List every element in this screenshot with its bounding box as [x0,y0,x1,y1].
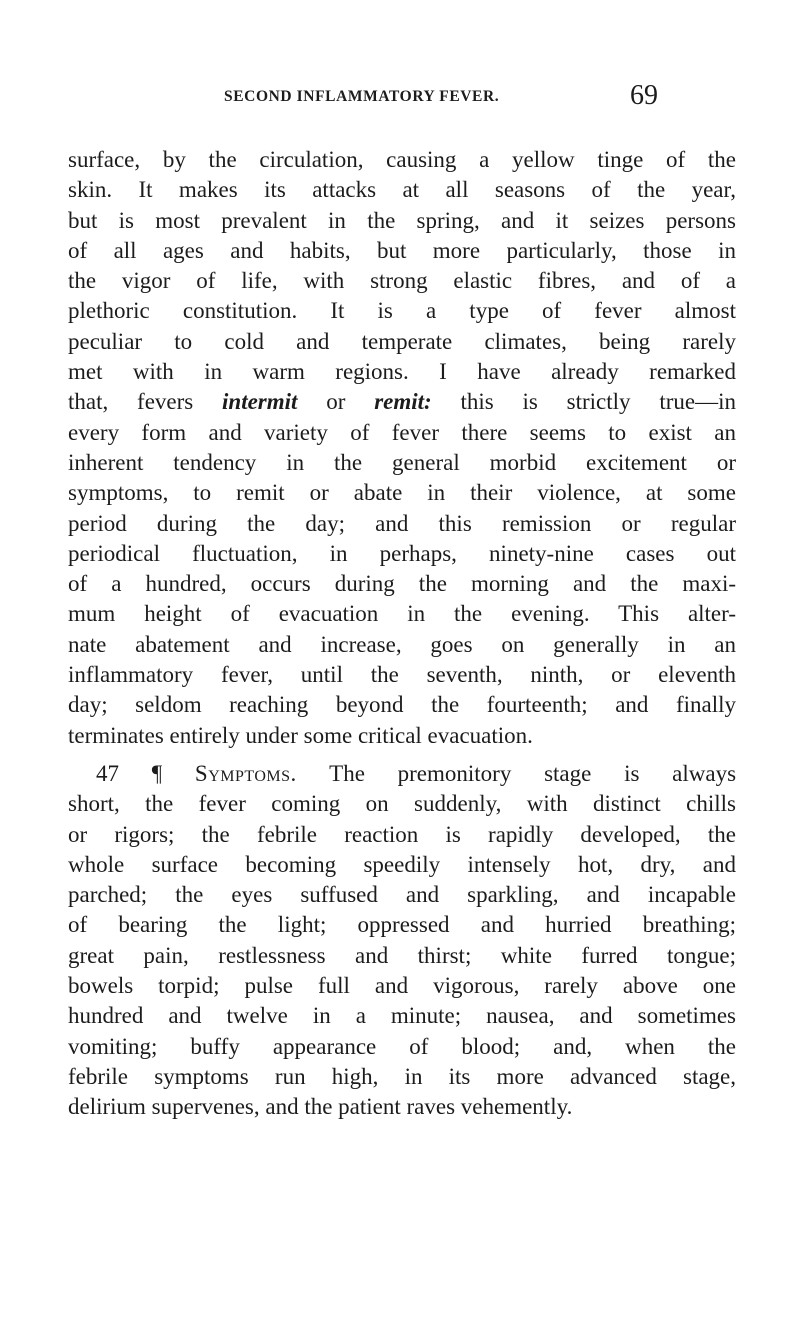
line-prefix: that, fevers [68,389,223,415]
text-line: plethoric constitution. It is a type of fever almost [68,298,736,324]
section-number: 47 ¶ [96,761,163,786]
text-line: whole surface becoming speedily intensely hot, dry, and [68,851,736,877]
page-number: 69 [630,80,658,111]
text-line: periodical fluctuation, in perhaps, ninety-nine cases out [68,540,736,566]
text-line: great pain, restlessness and thirst; white furred tongue; [68,942,736,968]
text-line: terminates entirely under some critical evacuation. [68,722,533,748]
section-heading-line [68,759,736,789]
paragraph-1 [68,145,736,751]
text-line: every form and variety of fever there seems to exist an [68,419,736,445]
line-mid: or [297,389,375,415]
text-line: inherent tendency in the general morbid excitement or [68,449,736,475]
running-head: SECOND INFLAMMATORY FEVER. [224,88,500,105]
text-line: mum height of evacuation in the evening. This alter- [68,601,736,627]
text-line: short, the fever coming on suddenly, with distinct chills [68,791,736,817]
text-line: delirium supervenes, and the patient raves vehemently. [68,1094,573,1120]
text-line: nate abatement and increase, goes on generally in an [68,631,736,657]
text-line: parched; the eyes suffused and sparkling, and incapable [68,882,736,908]
text-line: the vigor of life, with strong elastic fibres, and of a [68,268,736,294]
italic-remit: remit: [374,389,432,415]
text-line: skin. It makes its attacks at all seasons of the year, [68,177,736,203]
text-line: of bearing the light; oppressed and hurried breathing; [68,912,736,938]
paragraph-2 [68,759,736,1123]
text-line: of a hundred, occurs during the morning and the maxi- [68,571,736,597]
text-line: bowels torpid; pulse full and vigorous, rarely above one [68,973,736,999]
text-line: febrile symptoms run high, in its more advanced stage, [68,1063,736,1089]
text-line: surface, by the circulation, causing a yellow tinge of the [68,147,736,172]
text-line: peculiar to cold and temperate climates, being rarely [68,328,736,354]
italic-intermit: intermit [222,389,298,415]
text-line: hundred and twelve in a minute; nausea, and sometimes [68,1003,736,1029]
text-line: but is most prevalent in the spring, and it seizes persons [68,207,736,233]
text-line: symptoms, to remit or abate in their violence, at some [68,480,736,506]
text-line-emphasis [68,387,736,417]
text-line: period during the day; and this remission or regular [68,510,736,536]
text-line: day; seldom reaching beyond the fourteenth; and finally [68,692,736,718]
text-line: or rigors; the febrile reaction is rapidly developed, the [68,821,736,847]
section-title: Symptoms. [194,761,297,786]
text-line: vomiting; buffy appearance of blood; and, when the [68,1033,736,1059]
text-line: of all ages and habits, but more particularly, those in [68,237,736,263]
text-line: inflammatory fever, until the seventh, ninth, or eleventh [68,662,736,688]
text-line: met with in warm regions. I have already remarked [68,359,736,385]
line-suffix: this is strictly true—in [431,389,736,415]
section-first-line: The premonitory stage is always [329,761,737,786]
